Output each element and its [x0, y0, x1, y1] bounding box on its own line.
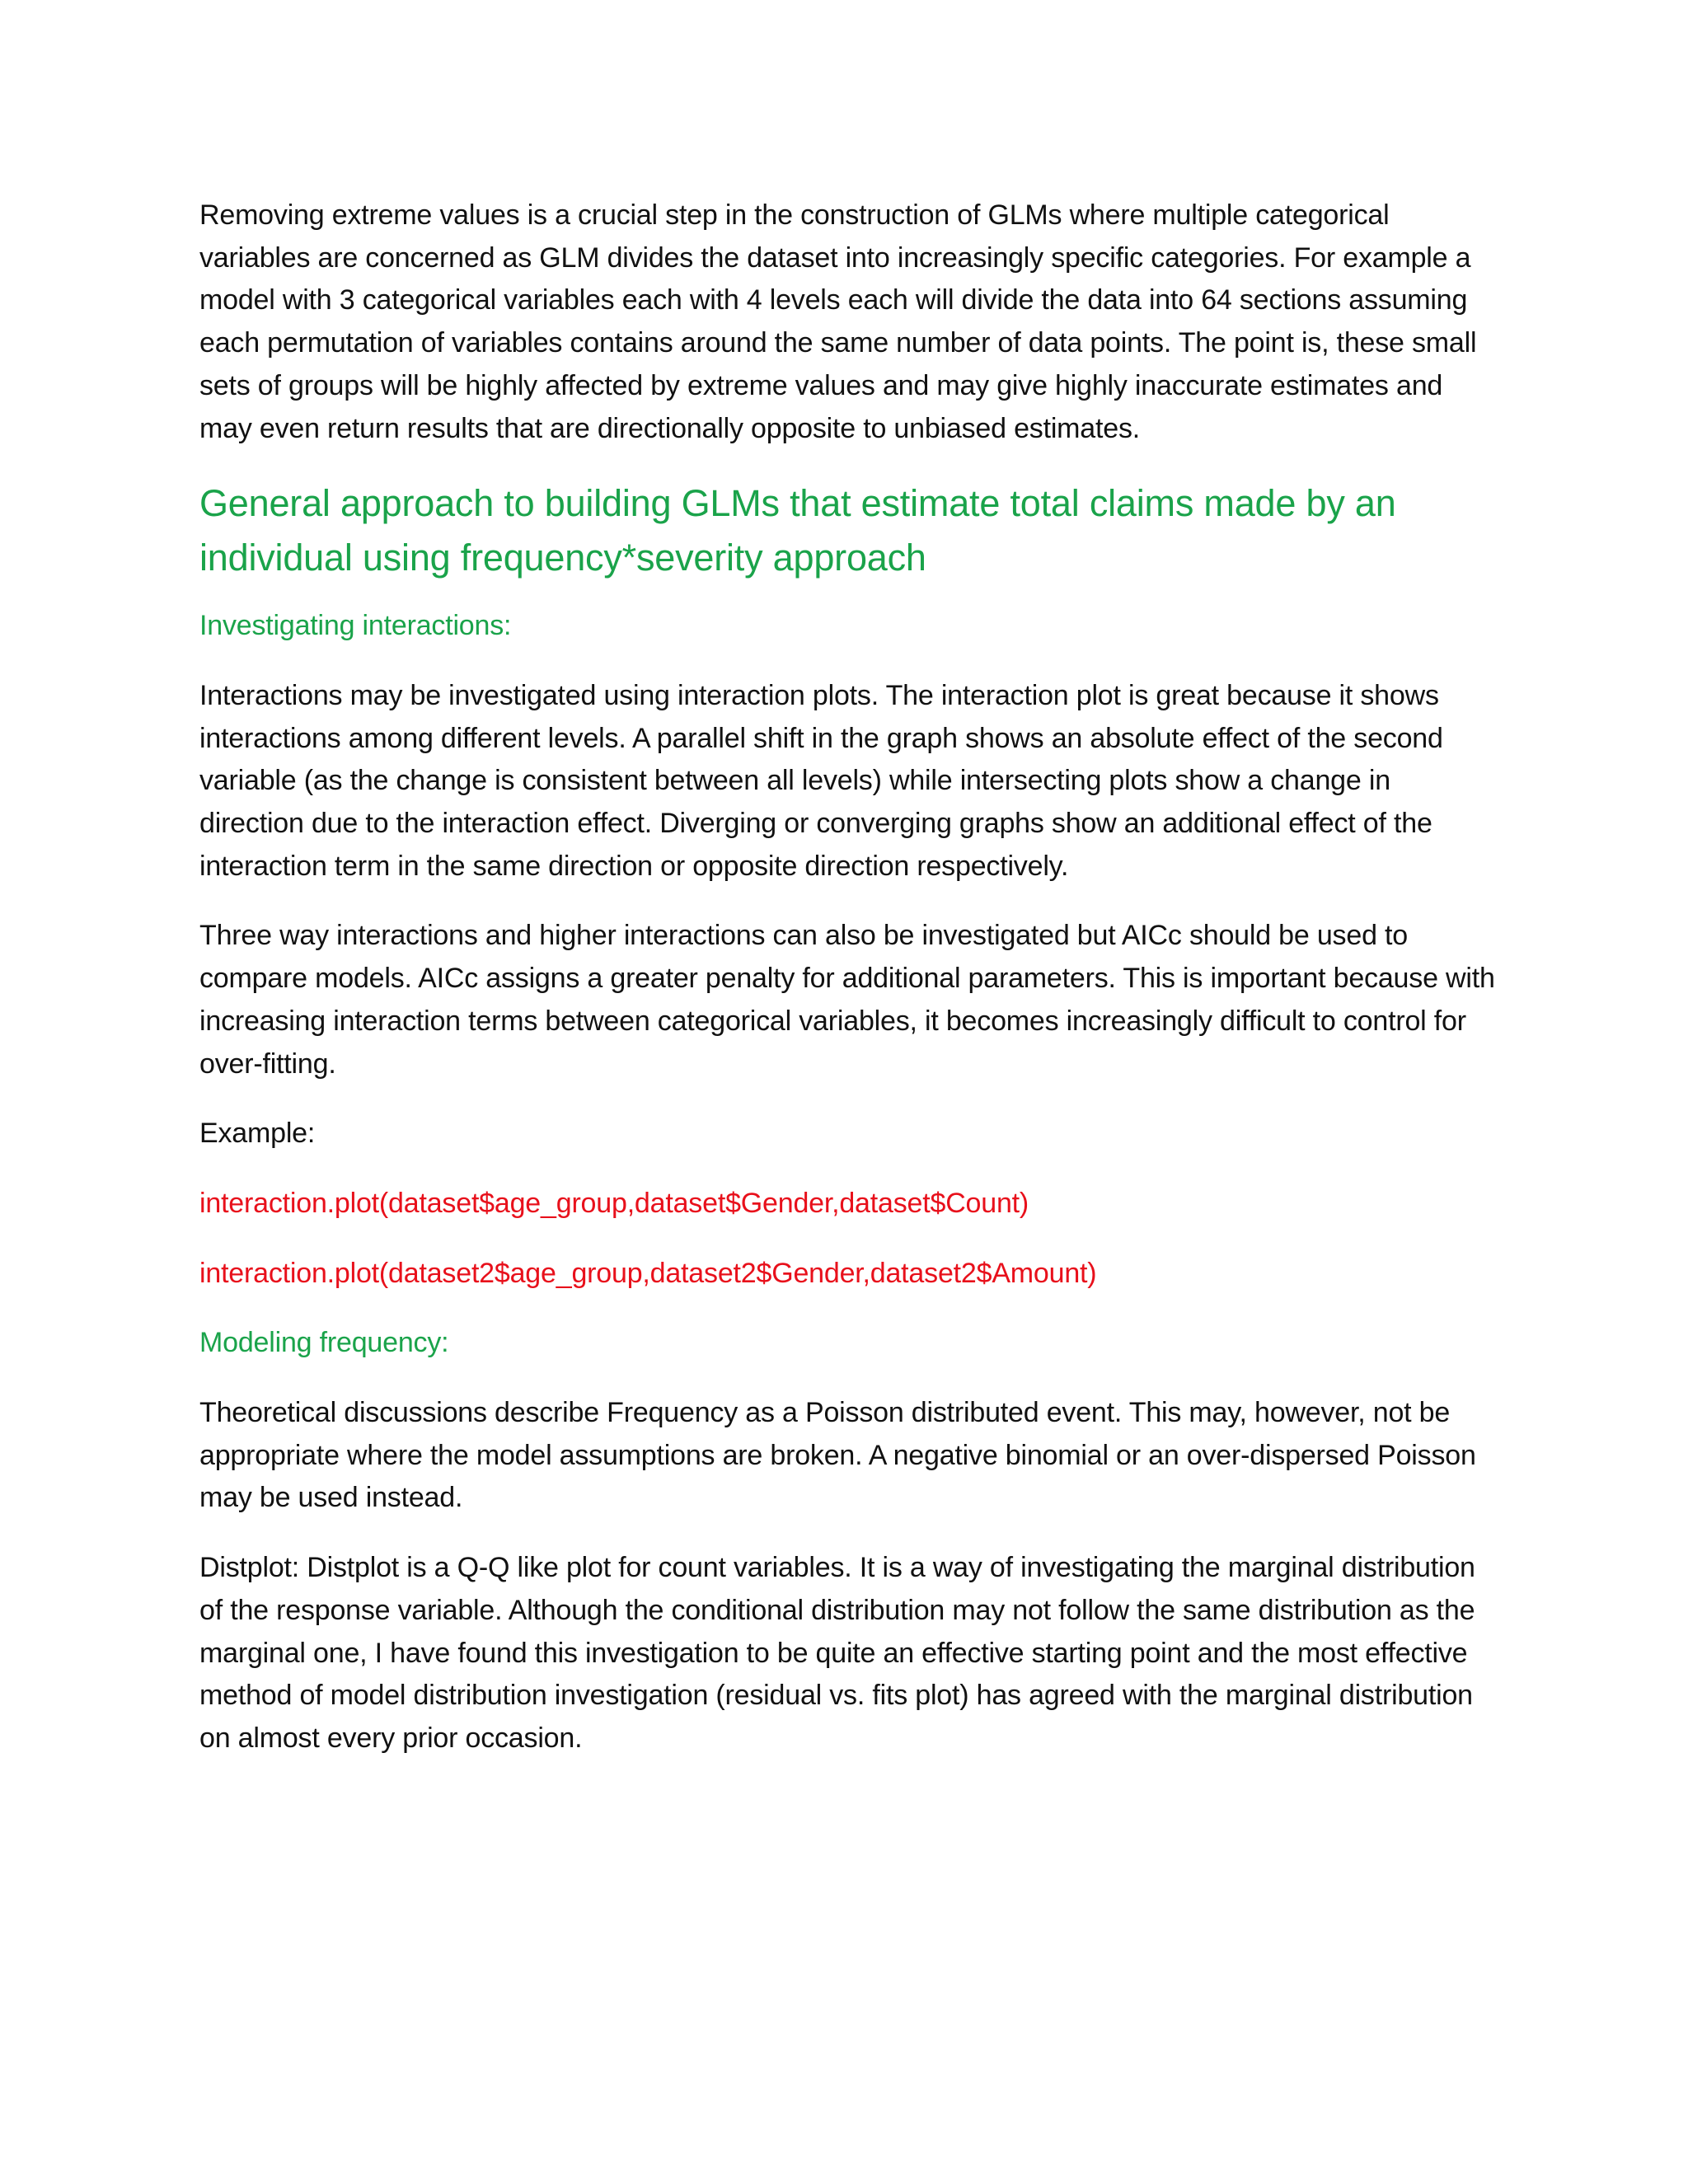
document-content — [199, 194, 1502, 1788]
interactions-heading: Investigating interactions: — [199, 610, 512, 642]
interactions-paragraph-1: Interactions may be investigated using interaction plots. The interaction plot is great because it shows interactions among different levels. A parallel shift in the graph shows an absolute effect of the second variable (as the change is consistent between all levels) while intersecting plots show a change in direction due to the interaction effect. Diverging or converging graphs show an additional effect of the interaction term in the same direction or opposite direction respectively. — [199, 679, 1443, 882]
distplot-paragraph: Distplot: Distplot is a Q-Q like plot for count variables. It is a way of investigating the marginal distribution of the response variable. Although the conditional distribution may not follow the same distribution as the marginal one, I have found this investigation to be quite an effective starting point and the most effective method of model distribution investigation (residual vs. fits plot) has agreed with the marginal distribution on almost every prior occasion. — [199, 1552, 1475, 1754]
code-line-1: interaction.plot(dataset$age_group,dataset$Gender,dataset$Count) — [199, 1187, 1029, 1219]
interactions-paragraph-2: Three way interactions and higher interactions can also be investigated but AICc should be used to compare models. AICc assigns a greater penalty for additional parameters. This is important because with increasing interaction terms between categorical variables, it becomes increasingly difficult to control for over-fitting. — [199, 920, 1495, 1080]
example-label: Example: — [199, 1118, 316, 1150]
frequency-heading: Modeling frequency: — [199, 1327, 449, 1359]
frequency-paragraph-1: Theoretical discussions describe Frequency as a Poisson distributed event. This may, however, not be appropriate where the model assumptions are broken. A negative binomial or an over-dispersed Poisson may be used instead. — [199, 1397, 1476, 1514]
intro-paragraph: Removing extreme values is a crucial step in the construction of GLMs where multiple categorical variables are concerned as GLM divides the dataset into increasingly specific categories. For example a model with 3 categorical variables each with 4 levels each will divide the data into 64 sections assuming each permutation of variables contains around the same number of data points. The point is, these small sets of groups will be highly affected by extreme values and may give highly inaccurate estimates and may even return results that are directionally opposite to unbiased estimates. — [199, 199, 1477, 444]
section-heading: General approach to building GLMs that estimate total claims made by an individual using frequency*severity approach — [199, 482, 1396, 579]
code-line-2: interaction.plot(dataset2$age_group,dataset2$Gender,dataset2$Amount) — [199, 1257, 1097, 1289]
